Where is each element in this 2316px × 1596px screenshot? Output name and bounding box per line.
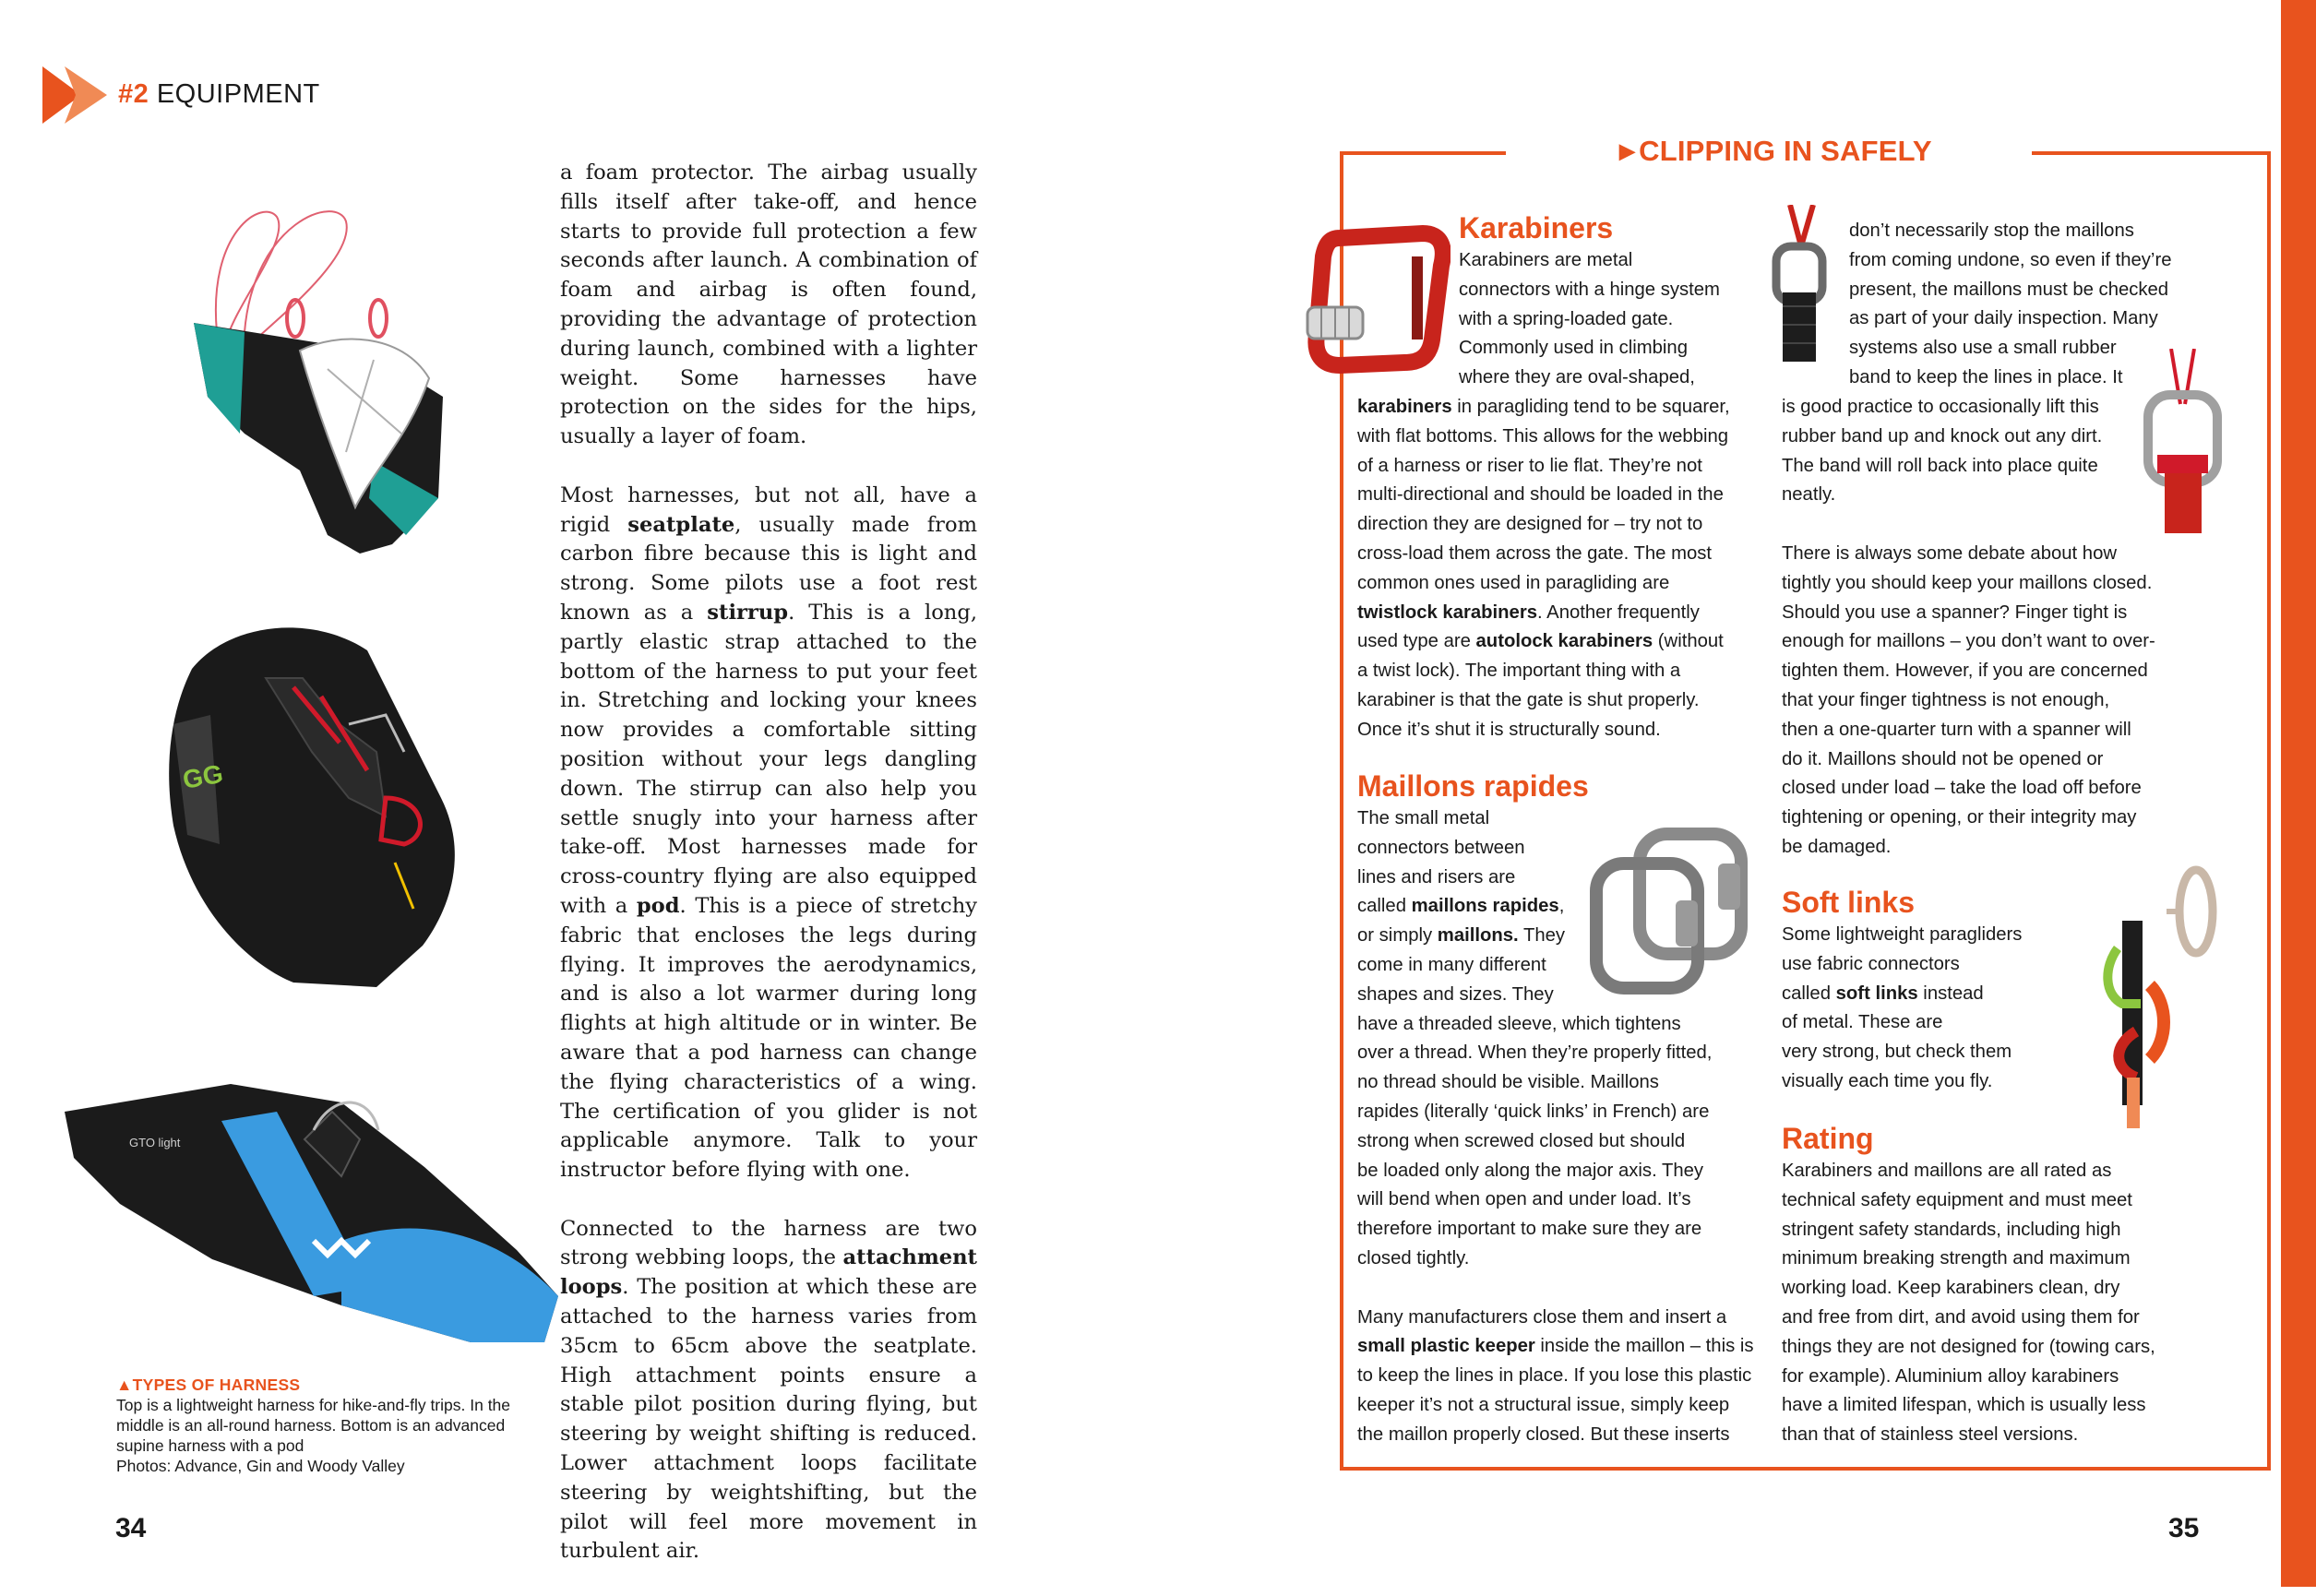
- body-paragraph-1: a foam protector. The airbag usually fills itself after take-off, and hence starts to provide full protection a few seconds after launch. A combination of foam and airbag is often found, providing the advantage of protection during launch, combined with a lighter weight. Some harnesses have protection on the sides for the hips, usually a layer of foam.: [560, 161, 977, 449]
- karabiners-text-narrow: Karabiners are metal connectors with a hinge system with a spring-loaded gate. Commonly used in climbing where they are oval-shaped,: [1459, 250, 1720, 388]
- box-title: ▶ CLIPPING IN SAFELY: [1619, 135, 1932, 167]
- col2-text: is good practice to occasionally lift this rubber band up and knock out any dirt. The band will roll back into place quite neatly. There is always some debate about how tightly you should keep your maillons closed. Should you use a spanner? Finger tight is enough for maillons – you don’t want to over- tighten them. However, if you are concerned that your finger tightness is not enough, then a one-quarter turn with a spanner will do it. Maillons should not be opened or closed under load – take the load off before tightening or opening, or their integrity may be damaged.: [1782, 397, 2155, 857]
- page-edge-accent: [2281, 0, 2316, 1587]
- box-top-rule-right: [2032, 151, 2271, 155]
- heading-maillons: Maillons rapides: [1357, 769, 1589, 803]
- caption-line: middle is an all-round harness. Bottom is an advanced: [116, 1416, 506, 1435]
- section-number: #2: [118, 79, 149, 109]
- svg-text:GG: GG: [180, 758, 225, 794]
- all-round-harness-image: [155, 613, 478, 992]
- section-label: [118, 79, 320, 110]
- soft-links-text: Some lightweight paragliders use fabric connectors called soft links instead of metal. These are very strong, but check them visually each time you fly.: [1782, 924, 2023, 1091]
- page-number-right: 35: [2168, 1513, 2200, 1543]
- maillon-keeper-image: [1762, 205, 1836, 362]
- maillons-text: The small metal connectors between lines and risers are called maillons rapides, or simply maillons. They come in many different shapes and sizes. They have a threaded sleeve, which tightens over a thread. When they’re properly fitted, no thread should be visible. Maillons rapides (literally ‘quick links’ in French) are strong when screwed closed but should be loaded only along the major axis. They will bend when open and under load. It’s therefore important to make sure they are closed tightly. Many manufacturers close them and insert a small plastic keeper inside the maillon – this is to keep the lines in place. If you lose this plastic keeper it’s not a structural issue, simply keep the maillon properly closed. But these inserts: [1357, 808, 1754, 1445]
- heading-karabiners: Karabiners: [1459, 211, 1614, 244]
- section-arrow-icon: [42, 66, 116, 124]
- karabiners-text: karabiners in paragliding tend to be squarer, with flat bottoms. This allows for the webbing of a harness or riser to lie flat. They’re not multi-directional and should be loaded in the direction they are designed for – try not to cross-load them across the gate. The most common ones used in paragliding are twistlock karabiners. Another frequently used type are autolock karabiners (without a twist lock). The important thing with a karabiner is that the gate is shut properly. Once it’s shut it is structurally sound.: [1357, 397, 1730, 740]
- pod-harness-image: [65, 1075, 563, 1356]
- caption-line: supine harness with a pod: [116, 1436, 304, 1455]
- caption-credit: Photos: Advance, Gin and Woody Valley: [116, 1457, 405, 1475]
- body-paragraph-3: Connected to the harness are two strong webbing loops, the attachment loops. The position at which these are attached to the harness varies from 35cm to 65cm above the seatplate. High attachment points ensure a stable pilot position during flying, but steering by weight shifting is reduced. Lower attachment loops facilitate steering by weightshifting, but the pilot will feel more movement in turbulent air.: [560, 1216, 977, 1564]
- box-top-rule-left: [1340, 151, 1506, 155]
- caption-title: ▲TYPES OF HARNESS: [116, 1376, 301, 1394]
- triangle-icon: ▶: [1619, 139, 1636, 162]
- heading-rating: Rating: [1782, 1122, 1874, 1155]
- rating-text: Karabiners and maillons are all rated as technical safety equipment and must meet stringent safety standards, including high minimum breaking strength and maximum working load. Keep karabiners clean, dry and free from dirt, and avoid using them for things they are not designed for (towing cars, for example). Aluminium alloy karabiners have a limited lifespan, which is usually less than that of stainless steel versions.: [1782, 1161, 2155, 1446]
- body-paragraph-2: Most harnesses, but not all, have a rigid seatplate, usually made from carbon fibre because this is light and strong. Some pilots use a foot rest known as a stirrup. This is a long, partly elastic strap attached to the bottom of the harness to put your feet in. Stretching and locking your knees now provides a comfortable sitting position without your legs dangling down. The stirrup can also help you settle snugly into your harness after take-off. Most harnesses made for cross-country flying are also equipped with a pod. This is a piece of stretchy fabric that encloses the legs during flying. It improves the aerodynamics, and is also a lot warmer during long flights at high altitude or in winter. Be aware that a pod harness can change the flying characteristics of a wing. The certification of you glider is not applicable anymore. Talk to your instructor before flying with one.: [560, 482, 978, 1183]
- harness-caption: [116, 1375, 545, 1476]
- karabiner-image: [1303, 220, 1450, 376]
- harness-logo: GTO light: [129, 1136, 181, 1149]
- caption-line: Top is a lightweight harness for hike-and-fly trips. In the: [116, 1396, 511, 1414]
- page-number-left: 34: [115, 1513, 147, 1543]
- left-body-column: [560, 159, 977, 1596]
- lightweight-harness-image: [189, 194, 457, 558]
- col2-top-narrow: don’t necessarily stop the maillons from coming undone, so even if they’re present, the maillons must be checked as part of your daily inspection. Many systems also use a small rubber band to keep the lines in place. It: [1849, 220, 2172, 387]
- section-title: EQUIPMENT: [156, 79, 320, 109]
- heading-soft-links: Soft links: [1782, 886, 1916, 919]
- soft-link-image: [2095, 847, 2233, 1128]
